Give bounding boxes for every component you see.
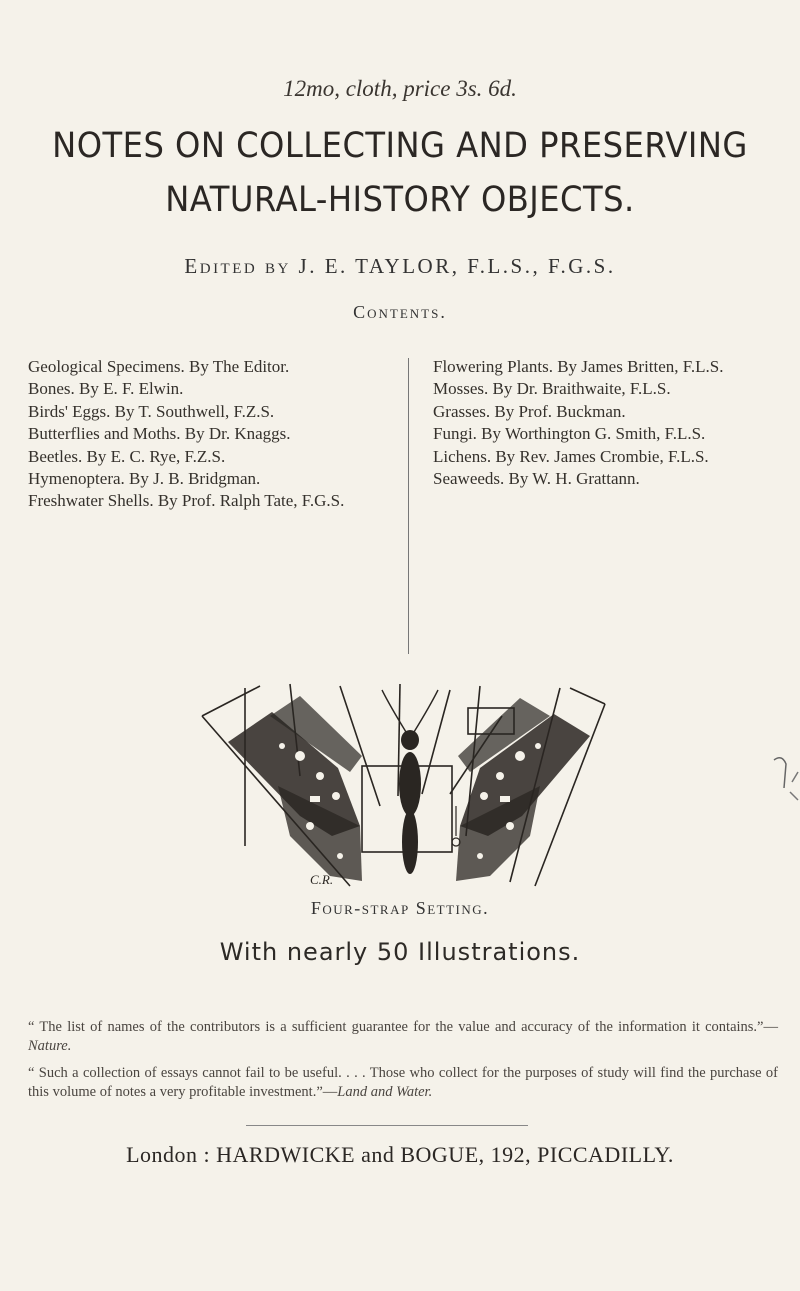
contents-right-column (433, 356, 778, 490)
contents-item: Mosses. By Dr. Braithwaite, F.L.S. (433, 379, 671, 399)
publisher-line: London : HARDWICKE and BOGUE, 192, PICCADILLY. (126, 1142, 674, 1167)
contents-item: Hymenoptera. By J. B. Bridgman. (28, 469, 261, 489)
contents-item: Flowering Plants. By James Britten, F.L.S. (433, 357, 724, 376)
contents-item: Lichens. By Rev. James Crombie, F.L.S. (433, 446, 709, 466)
column-divider (408, 358, 409, 654)
contents-item: Fungi. By Worthington G. Smith, F.L.S. (433, 424, 706, 444)
editor-line: Edited by J. E. TAYLOR, F.L.S., F.G.S. (184, 254, 616, 278)
quote-text: “ The list of names of the contributors is a sufficient guarantee for the value and accuracy of the information it contains.”— (28, 1019, 778, 1035)
contents-item: Bones. By E. F. Elwin. (28, 379, 184, 399)
quote-text: “ Such a collection of essays cannot fail to be useful. . . . Those who collect for the purposes of study will find the purchase of this volume of notes a very profitable investment.”— (28, 1065, 778, 1100)
review-quote (28, 1064, 778, 1101)
engraver-mark: C.R. (310, 872, 334, 887)
butterfly-setting-engraving (150, 676, 670, 894)
figure-caption: Four-strap Setting. (310, 898, 490, 918)
book-title-line-2: NATURAL-HISTORY OBJECTS. (165, 180, 635, 220)
price-line: 12mo, cloth, price 3s. 6d. (283, 76, 517, 101)
contents-heading: Contents. (353, 302, 447, 322)
contents-left-column (28, 356, 378, 513)
contents-item: Seaweeds. By W. H. Grattann. (433, 469, 640, 489)
contents-item: Grasses. By Prof. Buckman. (433, 401, 626, 421)
quote-source: Land and Water. (337, 1083, 433, 1100)
illustrations-line: With nearly 50 Illustrations. (219, 938, 581, 966)
book-title-line-1: NOTES ON COLLECTING AND PRESERVING (52, 126, 748, 166)
contents-item: Beetles. By E. C. Rye, F.Z.S. (28, 446, 226, 466)
edge-marks (770, 752, 800, 806)
contents-item: Freshwater Shells. By Prof. Ralph Tate, F.G.S. (28, 491, 345, 511)
contents-item: Birds' Eggs. By T. Southwell, F.Z.S. (28, 401, 275, 421)
review-quote (28, 1018, 778, 1055)
contents-item: Geological Specimens. By The Editor. (28, 357, 290, 376)
contents-item: Butterflies and Moths. By Dr. Knaggs. (28, 424, 291, 444)
horizontal-rule (246, 1125, 528, 1126)
quote-source: Nature. (28, 1037, 72, 1054)
